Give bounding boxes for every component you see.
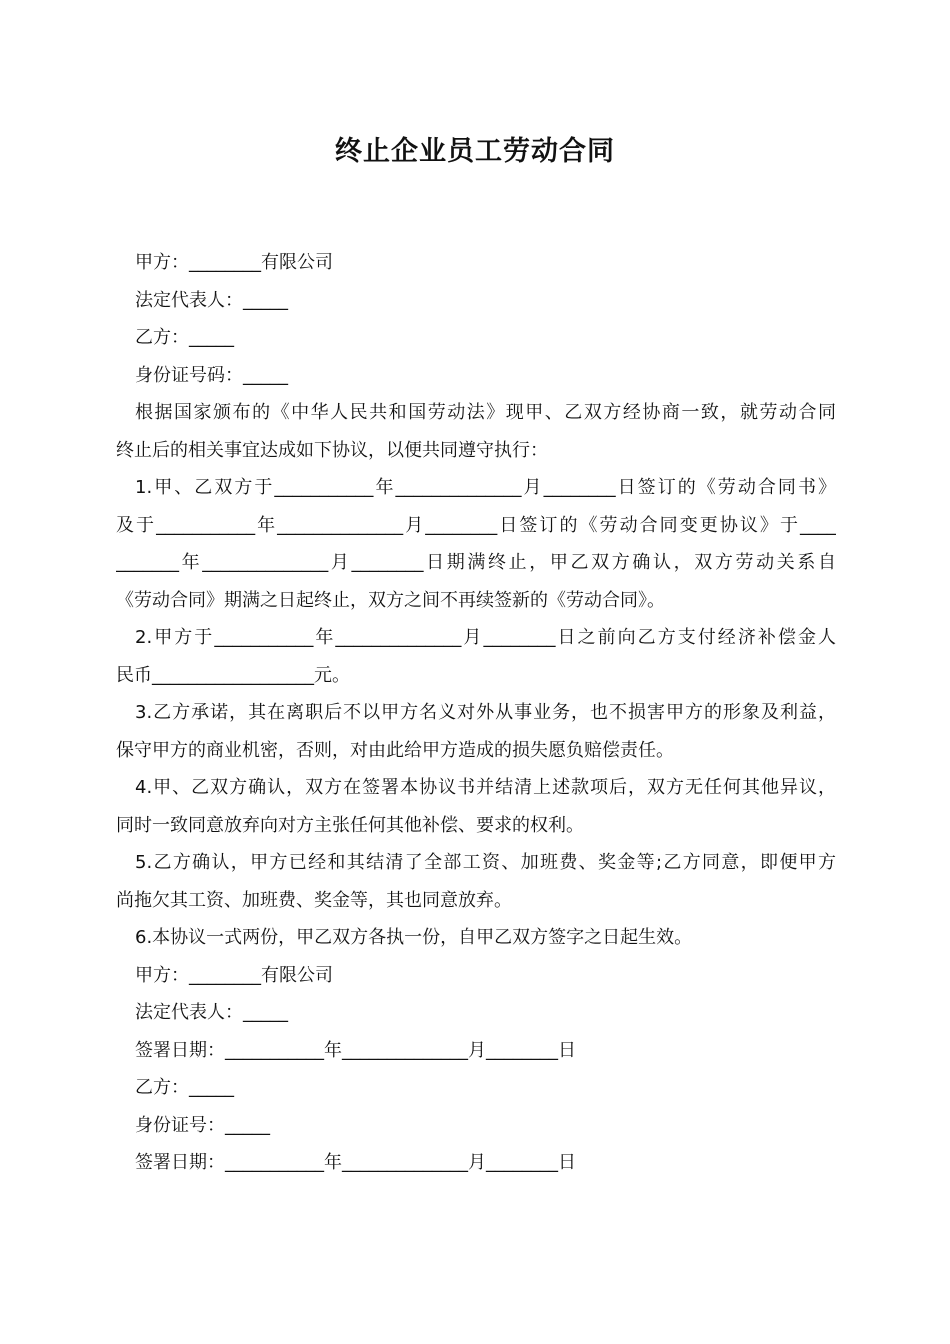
party-a-representative-line: 法定代表人：_____ <box>135 289 288 311</box>
preamble-line-1: 根据国家颁布的《中华人民共和国劳动法》现甲、乙双方经协商一致，就劳动合同 <box>135 402 836 423</box>
signature-party-b-date: 签署日期：___________年______________月________日 <box>135 1152 576 1173</box>
document-body <box>116 244 836 1182</box>
clause-5-line-2: 尚拖欠其工资、加班费、奖金等，其也同意放弃。 <box>116 889 512 911</box>
party-b-line: 乙方：_____ <box>135 327 234 348</box>
clause-1-line-1: 1.甲、乙双方于___________年______________月________日签订的《劳动合同书》 <box>135 477 836 498</box>
preamble-line-2: 终止后的相关事宜达成如下协议，以便共同遵守执行： <box>116 439 548 461</box>
clause-3-line-2: 保守甲方的商业机密，否则，对由此给甲方造成的损失愿负赔偿责任。 <box>116 739 674 761</box>
signature-party-b-id: 身份证号：_____ <box>135 1114 270 1136</box>
clause-4-line-1: 4.甲、乙双方确认，双方在签署本协议书并结清上述款项后，双方无任何其他异议， <box>135 777 836 798</box>
clause-2-line-2: 民币__________________元。 <box>116 664 350 686</box>
clause-1-line-4: 《劳动合同》期满之日起终止，双方之间不再续签新的《劳动合同》。 <box>116 589 665 611</box>
clause-1-line-2: 及于___________年______________月________日签订的《劳动合同变更协议》于____ <box>116 514 836 536</box>
clause-4-line-2: 同时一致同意放弃向对方主张任何其他补偿、要求的权利。 <box>116 814 584 836</box>
signature-party-a-representative: 法定代表人：_____ <box>135 1002 288 1023</box>
clause-5-line-1: 5.乙方确认，甲方已经和其结清了全部工资、加班费、奖金等;乙方同意，即便甲方 <box>135 852 836 873</box>
signature-party-a-date: 签署日期：___________年______________月________日 <box>135 1039 576 1061</box>
signature-party-a: 甲方：________有限公司 <box>135 964 333 986</box>
signature-party-b: 乙方：_____ <box>135 1077 234 1098</box>
clause-3-line-1: 3.乙方承诺，其在离职后不以甲方名义对外从事业务，也不损害甲方的形象及利益， <box>135 702 836 723</box>
clause-2-line-1: 2.甲方于___________年______________月________日之前向乙方支付经济补偿金人 <box>135 627 836 648</box>
clause-6-line: 6.本协议一式两份，甲乙双方各执一份，自甲乙双方签字之日起生效。 <box>135 927 693 948</box>
document-title: 终止企业员工劳动合同 <box>335 136 615 167</box>
clause-1-line-3: _______年______________月________日期满终止，甲乙双方确认，双方劳动关系自 <box>116 552 836 573</box>
party-b-id-line: 身份证号码：_____ <box>135 364 288 386</box>
party-a-line: 甲方：________有限公司 <box>135 252 333 273</box>
